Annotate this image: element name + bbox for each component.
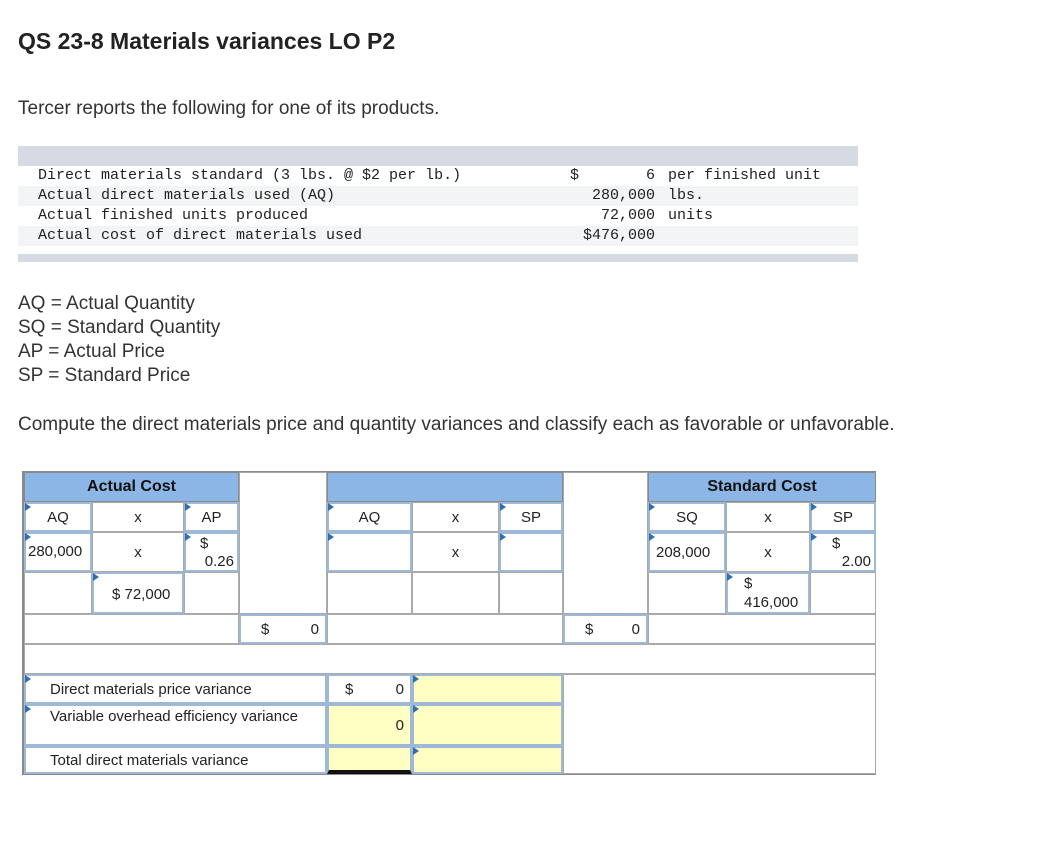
multiply-sign: x bbox=[726, 502, 810, 532]
currency-sign: $ bbox=[261, 621, 270, 638]
input-marker-icon bbox=[185, 503, 191, 511]
multiply-sign: x bbox=[92, 502, 184, 532]
variance-label: Direct materials price variance bbox=[50, 681, 252, 698]
input-marker-icon bbox=[811, 503, 817, 511]
multiply-sign: x bbox=[726, 532, 810, 572]
actual-cost-result-value: 0 bbox=[310, 621, 319, 638]
row-currency: $ bbox=[570, 167, 580, 184]
actual-ap-value: 0.26 bbox=[204, 553, 234, 570]
variance-amount-value: 0 bbox=[395, 681, 404, 698]
standard-cost-header: Standard Cost bbox=[648, 472, 876, 502]
standard-sq-label-field[interactable] bbox=[648, 502, 726, 532]
table-bottom-bar bbox=[18, 254, 858, 262]
row-value: 72,000 bbox=[600, 207, 655, 224]
standard-total-input[interactable] bbox=[726, 572, 810, 614]
variance-amount-value: 0 bbox=[395, 717, 404, 734]
input-marker-icon bbox=[413, 705, 419, 713]
row-label: Direct materials standard (3 lbs. @ $2 per lb.) bbox=[38, 167, 462, 184]
row-value: $476,000 bbox=[582, 227, 655, 244]
table-row bbox=[18, 206, 858, 226]
currency-sign: $ bbox=[345, 681, 354, 698]
currency-sign: $ bbox=[200, 535, 209, 552]
standard-sp-label-field[interactable] bbox=[810, 502, 876, 532]
blank-row bbox=[24, 644, 876, 674]
actual-cost-header: Actual Cost bbox=[24, 472, 239, 502]
input-marker-icon bbox=[500, 533, 506, 541]
given-data-table bbox=[18, 146, 858, 262]
standard-sq-value: 208,000 bbox=[656, 544, 711, 561]
table-top-bar bbox=[18, 146, 858, 166]
actual-cost-result-input[interactable] bbox=[239, 614, 327, 644]
input-marker-icon bbox=[649, 503, 655, 511]
input-marker-icon bbox=[413, 675, 419, 683]
standard-sq-input[interactable] bbox=[648, 532, 726, 572]
currency-sign: $ bbox=[832, 535, 841, 552]
table-row bbox=[18, 226, 858, 246]
definition-sq: SQ = Standard Quantity bbox=[18, 317, 221, 338]
empty-cell bbox=[24, 572, 92, 614]
aq-label: AQ bbox=[47, 508, 69, 526]
standard-sp-input[interactable] bbox=[810, 532, 876, 572]
variance-label-field[interactable] bbox=[24, 674, 327, 704]
mid-sp-input[interactable] bbox=[499, 532, 563, 572]
actual-aq-input[interactable] bbox=[24, 532, 92, 572]
variance-classification-select[interactable] bbox=[412, 674, 563, 704]
currency-sign: $ bbox=[585, 621, 594, 638]
input-marker-icon bbox=[811, 533, 817, 541]
row-unit: units bbox=[668, 207, 714, 224]
page-title: QS 23-8 Materials variances LO P2 bbox=[18, 28, 396, 54]
actual-aq-label-field[interactable] bbox=[24, 502, 92, 532]
ap-label: AP bbox=[201, 508, 222, 526]
variance-classification-select[interactable] bbox=[412, 704, 563, 746]
mid-sp-label: SP bbox=[520, 508, 541, 526]
middle-header bbox=[327, 472, 563, 502]
table-row bbox=[18, 166, 858, 186]
spacer-column bbox=[563, 472, 648, 614]
variance-amount-input[interactable] bbox=[327, 704, 412, 746]
definition-sp: SP = Standard Price bbox=[18, 365, 191, 386]
input-marker-icon bbox=[25, 533, 31, 541]
mid-sp-label-field[interactable] bbox=[499, 502, 563, 532]
input-marker-icon bbox=[727, 573, 733, 581]
definition-ap: AP = Actual Price bbox=[18, 341, 165, 362]
intro-text: Tercer reports the following for one of its products. bbox=[18, 98, 440, 119]
mid-aq-input[interactable] bbox=[327, 532, 412, 572]
standard-sp-value: 2.00 bbox=[841, 553, 871, 570]
variance-label-field[interactable] bbox=[24, 704, 327, 746]
input-marker-icon bbox=[328, 503, 334, 511]
empty-cell bbox=[327, 572, 412, 614]
actual-total-value: $ 72,000 bbox=[112, 586, 171, 603]
row-label: Actual direct materials used (AQ) bbox=[38, 187, 336, 204]
actual-ap-input[interactable] bbox=[184, 532, 239, 572]
sq-label: SQ bbox=[676, 508, 698, 526]
instruction-text: Compute the direct materials price and quantity variances and classify each as favorable or unfavorable. bbox=[18, 414, 895, 435]
currency-sign: $ bbox=[744, 575, 753, 592]
variance-amount-input[interactable] bbox=[327, 746, 412, 774]
empty-cell bbox=[327, 614, 563, 644]
input-marker-icon bbox=[413, 747, 419, 755]
multiply-sign: x bbox=[92, 532, 184, 572]
empty-cell bbox=[810, 572, 876, 614]
row-unit: per finished unit bbox=[668, 167, 822, 184]
input-marker-icon bbox=[649, 533, 655, 541]
actual-ap-label-field[interactable] bbox=[184, 502, 239, 532]
standard-total-value: 416,000 bbox=[744, 594, 799, 611]
empty-cell bbox=[412, 572, 499, 614]
definitions-list bbox=[18, 292, 220, 388]
definition-aq: AQ = Actual Quantity bbox=[18, 293, 195, 314]
empty-cell bbox=[499, 572, 563, 614]
variance-amount-input[interactable] bbox=[327, 674, 412, 704]
actual-aq-value: 280,000 bbox=[28, 543, 83, 560]
multiply-sign: x bbox=[412, 532, 499, 572]
input-marker-icon bbox=[185, 533, 191, 541]
empty-cell bbox=[184, 572, 239, 614]
row-label: Actual finished units produced bbox=[38, 207, 309, 224]
input-marker-icon bbox=[25, 675, 31, 683]
input-marker-icon bbox=[328, 533, 334, 541]
variance-classification-select[interactable] bbox=[412, 746, 563, 774]
mid-aq-label: AQ bbox=[358, 508, 381, 526]
empty-cell bbox=[648, 614, 876, 644]
table-row bbox=[18, 186, 858, 206]
empty-cell bbox=[24, 614, 239, 644]
input-marker-icon bbox=[25, 503, 31, 511]
sp-label: SP bbox=[832, 508, 853, 526]
mid-cost-result-input[interactable] bbox=[563, 614, 648, 644]
mid-cost-result-value: 0 bbox=[631, 621, 640, 638]
input-marker-icon bbox=[93, 573, 99, 581]
row-unit: lbs. bbox=[668, 187, 705, 204]
input-marker-icon bbox=[500, 503, 506, 511]
spacer-column bbox=[239, 472, 327, 614]
row-value: 280,000 bbox=[591, 187, 655, 204]
input-marker-icon bbox=[25, 705, 31, 713]
variance-label: Total direct materials variance bbox=[50, 752, 249, 769]
mid-aq-label-field[interactable] bbox=[327, 502, 412, 532]
variance-label-field[interactable] bbox=[24, 746, 327, 774]
empty-cell bbox=[648, 572, 726, 614]
row-value: 6 bbox=[645, 167, 655, 184]
variance-label: Variable overhead efficiency variance bbox=[50, 708, 298, 725]
multiply-sign: x bbox=[412, 502, 499, 532]
row-label: Actual cost of direct materials used bbox=[38, 227, 363, 244]
empty-cell bbox=[563, 674, 876, 774]
actual-total-input[interactable] bbox=[92, 572, 184, 614]
